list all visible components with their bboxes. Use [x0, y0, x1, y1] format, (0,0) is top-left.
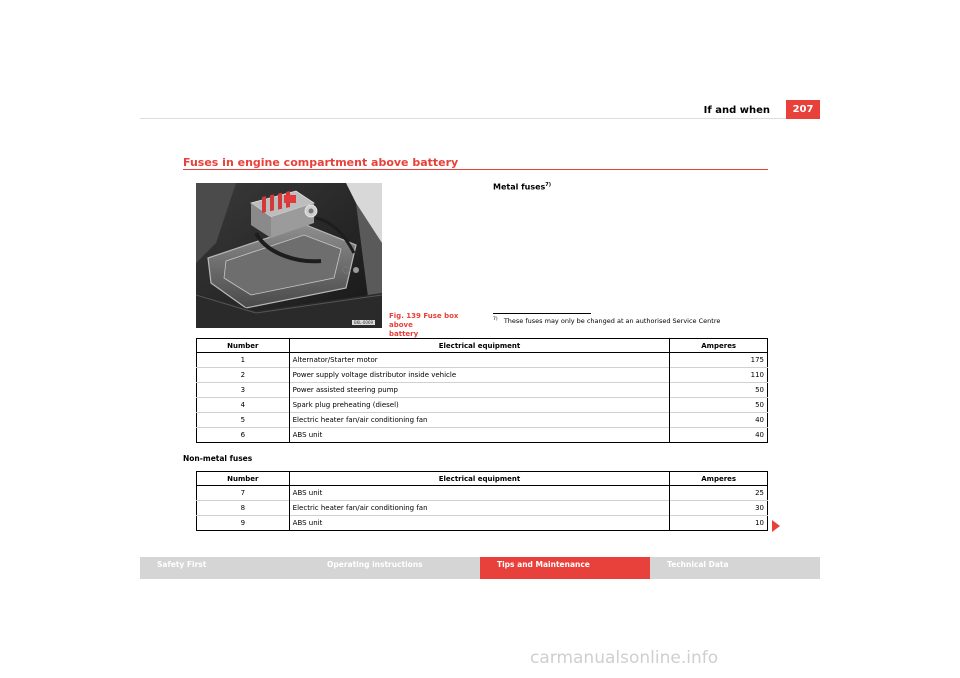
cell-number: 8 [197, 501, 290, 516]
column-header-number: Number [197, 339, 290, 353]
non-metal-fuses-table [196, 471, 768, 531]
table-row [197, 486, 768, 501]
column-header-number: Number [197, 472, 290, 486]
table-row [197, 501, 768, 516]
cell-amperes: 40 [755, 431, 764, 439]
table-row [197, 398, 768, 413]
header-divider [140, 118, 820, 119]
footnote-text: These fuses may only be changed at an authorised Service Centre [503, 317, 721, 326]
column-header-equipment: Electrical equipment [289, 339, 670, 353]
table-row [197, 368, 768, 383]
column-header-equipment: Electrical equipment [289, 472, 670, 486]
cell-amperes: 30 [755, 504, 764, 512]
table-row [197, 428, 768, 443]
cell-amperes: 50 [755, 386, 764, 394]
non-metal-fuses-heading: Non-metal fuses [183, 454, 253, 463]
cell-equipment: Spark plug preheating (diesel) [289, 398, 670, 413]
chapter-title: If and when [703, 105, 770, 116]
tab-tips-and-maintenance[interactable]: Tips and Maintenance [480, 557, 650, 579]
next-page-arrow-icon[interactable] [772, 520, 780, 532]
fuse-box-photo [196, 183, 382, 328]
table-row [197, 383, 768, 398]
cell-equipment: Electric heater fan/air conditioning fan [289, 413, 670, 428]
cell-number: 2 [197, 368, 290, 383]
cell-number: 7 [197, 486, 290, 501]
footnote [493, 317, 720, 325]
cell-number: 6 [197, 428, 290, 443]
section-divider [183, 169, 768, 170]
cell-amperes: 50 [755, 401, 764, 409]
cell-equipment: Power assisted steering pump [289, 383, 670, 398]
table-row [197, 413, 768, 428]
cell-amperes: 10 [755, 519, 764, 527]
cell-amperes: 175 [750, 356, 764, 364]
cell-equipment: Power supply voltage distributor inside vehicle [289, 368, 670, 383]
cell-amperes: 40 [755, 416, 764, 424]
cell-number: 9 [197, 516, 290, 531]
cell-amperes: 25 [755, 489, 764, 497]
cell-equipment: Alternator/Starter motor [289, 353, 670, 368]
column-header-amperes: Amperes [670, 472, 768, 486]
cell-amperes: 110 [750, 371, 764, 379]
metal-fuses-table [196, 338, 768, 443]
cell-number: 4 [197, 398, 290, 413]
cell-equipment: ABS unit [289, 428, 670, 443]
page-number: 207 [786, 100, 820, 119]
cell-number: 5 [197, 413, 290, 428]
cell-equipment: Electric heater fan/air conditioning fan [289, 501, 670, 516]
footnote-ref: 7) [545, 182, 552, 188]
cell-number: 1 [197, 353, 290, 368]
figure-code: B6L-0069 [354, 320, 374, 325]
cell-equipment: ABS unit [289, 486, 670, 501]
table-row [197, 353, 768, 368]
tab-operating-instructions[interactable]: Operating instructions [310, 557, 480, 579]
footnote-divider [493, 313, 591, 314]
figure-caption-line1: Fig. 139 Fuse box above [389, 312, 459, 329]
tab-technical-data[interactable]: Technical Data [650, 557, 820, 579]
figure-caption [389, 312, 479, 339]
cell-number: 3 [197, 383, 290, 398]
section-title: Fuses in engine compartment above battery [183, 156, 459, 169]
table-row [197, 516, 768, 531]
tab-safety-first[interactable]: Safety First [140, 557, 310, 579]
watermark: carmanualsonline.info [530, 648, 719, 668]
figure-caption-line2: battery [389, 330, 419, 338]
footnote-marker: 7) [493, 317, 498, 322]
cell-equipment: ABS unit [289, 516, 670, 531]
engine-compartment-illustration [196, 183, 382, 328]
metal-fuses-heading [493, 182, 551, 192]
table-header-row [197, 472, 768, 486]
metal-fuses-label: Metal fuses [493, 182, 546, 192]
column-header-amperes: Amperes [670, 339, 768, 353]
table-header-row [197, 339, 768, 353]
